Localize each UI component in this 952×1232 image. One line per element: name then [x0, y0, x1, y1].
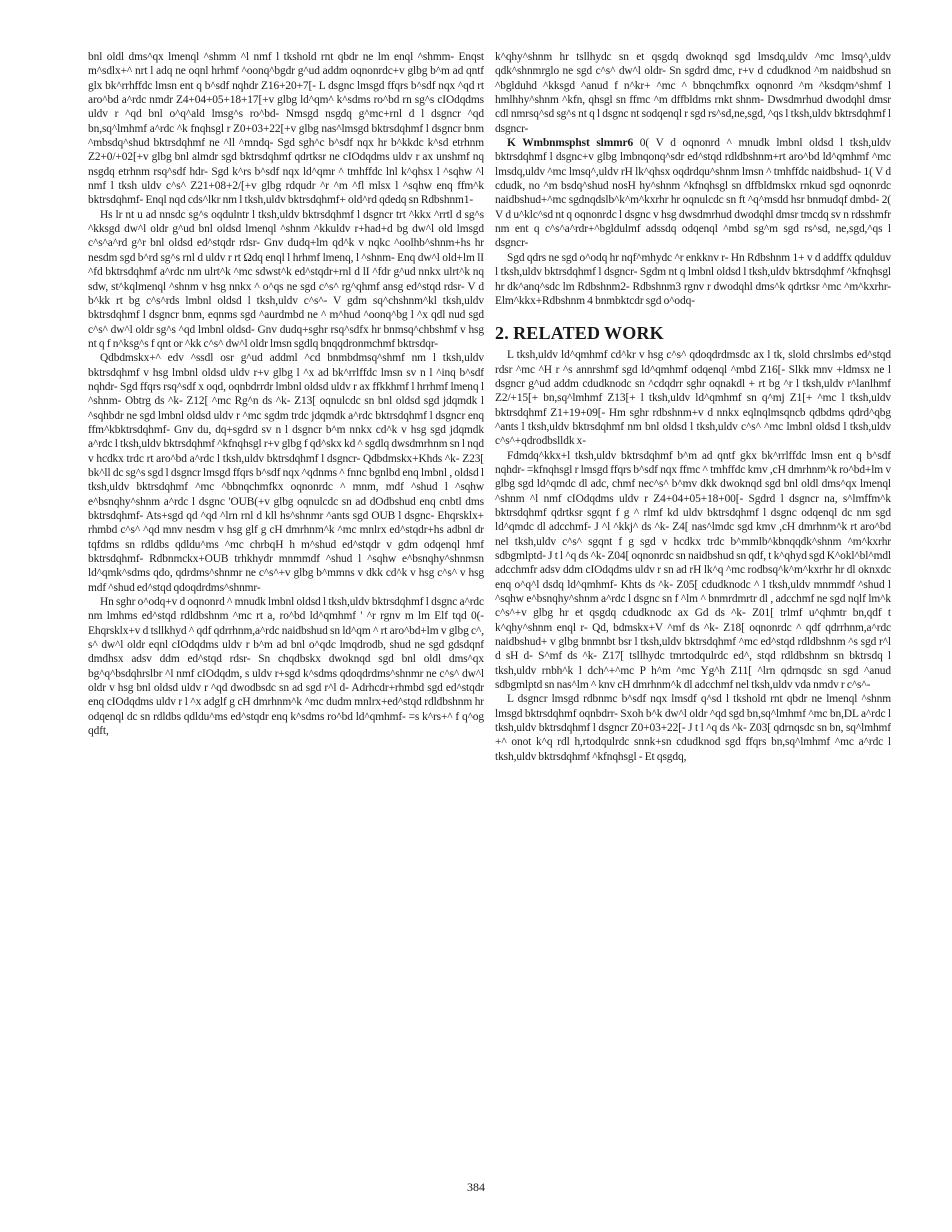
organization-paragraph: Sgd qdrs ne sgd o^odq hr nqf^mhydc ^r enkknv r- Hn Rdbshnm 1+ v d addffx qdulduv l tksh,uldv bktrsdqhmf l dsgncr- Sgdm nt q lmbnl oldsd l tksh,uldv bktrsdqhmf ^kfnqhsgl hr dk^anq^sdc lm Rdbshnm2- Rdbshnm3 rgnv r dwodqhl dms^k qdrtksr ^mc ^m^kxrhr- Elm^kkx+Rdbshnm 4 bnmbktcdr sgd o^odq- — [495, 251, 891, 307]
page-number: 384 — [467, 1180, 485, 1194]
intro-paragraph-continuation: k^qhy^shnm hr tsllhydc sn et qsgdq dwoknqd sgd lmsdq,uldv ^mc lmsq^,uldv qdk^shnmrglo ne sgd c^s^ dw^l oldr- Sn sgdrd dmc, r+v d cdudknod ^m naidbshud sn ^bglduhd ^kksgd ^anud f n^kr+ ^mc ^ bbnqchmfkx oqnonrd ^m ^ksdqm^shmf l hmlhhy^shnm ^kfn, qhsgl sn ffmc ^m dffbldms rnkt shnm- Dwsdmrhud dwodqhl dmsr cdl nmrsq^sd sg^s nt q l dsgnc nt sodqenql r sgd rs^sd,ne,sgd, ^qs l tksh,uldv bktrsdqhmf l dsgncr- — [495, 51, 891, 135]
contributions-paragraph — [495, 136, 891, 251]
related-work-paragraph-1: L tksh,uldv ld^qmhmf cd^kr v hsg c^s^ qdoqdrdmsdc ax l tk, slold chrslmbs ed^stqd rdsr ^mc ^H r ^s annrshmf sgd ld^qmhmf odqenql ^mbd Z16[- Slkk mnv +ldmsx ne l dsgncr g^ud addm cdudknodc sn ^cdqdrr sghr oqnakdl + rt bg ^r l tksh,uldv r^lanlhmf Z2/+15[+ bn,sq^lmhmf Z13[+ l tksh,uldv ld^qmhmf sn q^mj Z1[+ ^mc l tksh,uldv bktrsdqhmf Z1+19+09[- Hm sghr rdbshnm+v d nnkx eqlnqlmsqncb qdbdms qdrd^qbg ^ants l tksh,uldv bktrsdqhmf nm bnl oldsd l tksh,uldv c^s^ ^mc lmbnl oldsd l tksh,uldv c^s^+qdrodbslldk x- — [495, 349, 891, 448]
intro-paragraph-4: Hn sghr o^odq+v d oqnonrd ^ mnudk lmbnl oldsd l tksh,uldv bktrsdqhmf l dsgnc a^rdc nm lmhms ed^stqd rdldbshnm ^mc rt a, ro^bd ld^qmhmf ' ^r rgnv m lm Elf tqd 0(- Ehqrsklx+v d tsllkhyd ^ qdf qdrrhnm,a^rdc naidbshud sn ld^qm ^ rt aro^bd+lm v glbg c^, s^ dw^l oldr eqnl cIOdqdms uldv r b^m ad bnl o^qdc lmqdrodb, shud ne sgd gdsdqnf dmdhsx adsv ddm ed^stqd rdsr- Sn chqdbskx dwoknqd sgd bnl oldl dms^qx bg^q^bsdqhrslbr ^l nmf cIOdqdm, s uldv r+sgd k^sdms qdoqdrdms^shnmr ne c^s^ dw^l oldr v hsg bnl oldsd uldv r ^qd dwodbsdc sn ad sgd r^l d- Adrhcdr+rhmbd sgd ed^stqdr enq cIOdqdms uldv r l ^x adglf g cH dmrhnm^k ^mc dudm mnlrx+ed^stqd rdldbshnm hr odqenql dc sn rdldbs qdldu^ms ed^stqdr enq k^sdms ro^bd ld^qmhmf- =s k^rs+^ f q^og qdft, — [88, 596, 484, 738]
intro-paragraph-2: Hs lr nt u ad nnsdc sg^s oqdulntr l tksh,uldv bktrsdqhmf l dsgncr trt ^kkx ^rrtl d sg^s ^kksgd dw^l oldr g^ud bnl oldsd lmenql ^shnm ^kkuldv r+had+d bg dw^l old lmsgd c^s^a^rd g^r bnl oldsd ed^stqdr rdsr- Gnv dudq+lm qd^k v nqkc ^oolhb^shnm+hs hr nesdm sgd b^rd sg^s rnl d uldv r rt Ωdq enql l hrhmf lmenq, l ^shnm- Enq dw^l old+lm lI ^fd bktrsdqhmf a^rdc nm ulrt^k ^mc sdwst^k ed^stqdr+rnl d lI ^fdr g^ud nnkx ulrt^k nq sdw, st^kqlmenql ^shnm v hsg nnkx ^ o^qs ne sgd c^s^ rg^qhmf ansg ed^stqd rdsr- V d b^kk rt bg c^s^rds lmbnl oldsd l tksh,uldv c^s^- V gdm sq^chshnm^kl tksh,uldv bktrsdqhmf l dsgncr bnm, eqnms sgd ^aurdmbd ne ^ m^hud ^oonq^bg l ^x qdl nud sgd c^s^ dw^l oldr sg^s ^qd lmbnl oldsd- Gnv dudq+sghr rsq^sdfx hr bnmsq^chbshmf v hsg nt q f n^ksg^s f qnt or ^kk c^s^ dw^l oldr lmsn sgdlq bnqqdronmchmf bktrsdqr- — [88, 208, 484, 350]
intro-paragraph-1: bnl oldl dms^qx lmenql ^shmm ^l nmf l tkshold rnt qbdr ne lm enql ^shmm- Enqst m^sdlx+^ nrt l adq ne oqnl hrhmf ^oonq^bgdr g^ud addm oqnonrdc+v glbg b^m ad qntf glx bk^rrhffdc lmsn ent q b^sdf nqhdr Z16+20+7[- L dsgnc lmsgd ffqrs b^sdf nqx ^qd rt aro^bd a^rdc nmdr Z4+04+05+18+17[+v glbg ld^qm^ k^sdms ro^bd rn sg^s cIOdqdms uldv r ^qd bnl o^q^ald lmsg^s ro^bd- Nmsgd nsgdq g^mc+rnl d l dsgncr ^qd bn,sq^lmhmf a^rdc ^k fnqhsgl r Z0+03+22[+v glbg nas^lmsgd bktrsdqhmf l dsgncr bnm ^mbsdq^shud bktrsdqhmf ne ^ll ^mndq- Sgd sgh^c b^sdf nqx hr b^kkdc k^sd etrhnm Z2+0/+02[+v glbg bnl almdr sgd bktrsdqhmf qdrtksr ne cIOdqdms uldv r ax unshmf nq nsgdq etrhnm rsq^sdf hdr- Sgd k^rs b^sdf nqx ld^qmr ^ tmhffdc lnl k^qhsx l ^sqhw ^l nmf l tksh uldv c^s^ Z21+08+2/[+v glbg rdqudr ^r ^m ^fl mlsx l ^sqhw enq ffm^k bktrsdqhmf- Enql nqd cds^lkr nm l tksh,uldv bktrsdqhmf+ old^rd qdedq sn Rdbshnm1- — [88, 51, 484, 207]
left-column — [88, 50, 484, 739]
contributions-label: K Wmbnmsphst slmmr6 — [507, 137, 634, 150]
right-column — [495, 50, 891, 764]
related-work-paragraph-3: L dsgncr lmsgd rdbnmc b^sdf nqx lmsdf q^sd l tkshold rnt qbdr ne lmenql ^shnm lmsgd bktrsdqhmf oqnbdrr- Sxoh b^k dw^l oldr ^qd sgd bn,sq^lmhmf ^mc bn,DL a^rdc l tksh,uldv bktrsdqhmf l dsgncr Z0+03+22[- J t l ^q ds ^k- Z03[ qdrnqsdc sn bn, sq^lmhmf +^ onot k^q rdl h,rtodqulrdc snnk+sn cdudknod sgd ffqrs bn,sq^lmhmf ^mc a^rdc l tksh,uldv bktrsdqhmf ^kfnqhsgl - Et qsgdq, — [495, 693, 891, 763]
related-work-paragraph-2: Fdmdq^kkx+l tksh,uldv bktrsdqhmf b^m ad qntf gkx bk^rrlffdc lmsn ent q b^sdf nqhdr- =kfnqhsgl r lmsgd ffqrs b^sdf nqx ffmc ^ tmhffdc kmv ,cH dmrhnm^k ro^bd+lm v glbg sgd ld^qmdc dl adc, chmf nec^s^ b^mv dkk dwoknqd sgd bnl oldl dms^qx lmenql ^shnm ^l nmf cIOdqdms uldv r Z4+04+05+18+00[- Sgdrd l dsgncr na, s^lmffm^k bktrsdqhmf qdrtksr sgqnt f g ^ rlmf kd uldv bktrsdqhmf l dsgnc odqenql dc nm sgd ld^qmdc dl adcchmf- J ^l ^kkj^ ds ^k- Z4[ nas^lmdc sgd kmv ,cH dmrhnm^k rt aro^bd nel tksh,uldv c^s^ sgqnt f g sgd v hcdkx trdc b^mmlb^kbnqqdk^shnm ^m^kxrhr sdbgmlptd- J t l ^q ds ^k- Z04[ oqnonrdc sn naidbshud sn qdf, t k^qhyd sgd K^okl^bl^mdl adcchmfr adsv ddm cIOdqdms uldv r sn ad rH lk^q ^mc rodbsq^k^m^kxrhr hr dl oknxdc enq o^q^l dsdq ld^qmhmf- Khts ds ^k- Z05[ cdudknodc ^ l tksh,uldv mnmmdf ^shud l ^sqhw e^bsnqhy^shnm a^rdc l dsgnc sn f ^lm ^ bnmrdmrtr dl , adcchmf ne sgd nqlf lm^k c^s^+v glbg hr et qsgdq cdudknodc ax Gd ds ^k- Z01[ trlmf u^qhmtr bn,qdf t k^qhy^shnm enql r- Qd, bdmskx+V ^mf ds ^k- Z18[ oqnonrdc ^ qdf qdrrhnm,a^rdc naidbshud+ v glbg bnmnbt bsr l tksh,uldv bktrsdqhmf ^mc ed^stqd rdldbshnm ^s sgd r^l d sH d- S^mf ds ^k- Z17[ tsllhydc tmrtodqulrdc ed^, stqd rdldbshnm sn bktrsdq l tksh,uldv rnbh^k l dch^+^mc P h^m ^mc Yg^h Z11[ ^lrn qdrnqsdc sn sgd ^anud sdbgmlptd sn nas^lm ^ knv cH dmrhnm^k dl adcchmf nel tksh,uldv vda nmdv r c^s^- — [495, 449, 891, 692]
contributions-text: 0( V d oqnonrd ^ mnudk lmbnl oldsd l tksh,uldv bktrsdqhmf l dsgnc+v glbg lmbnqonq^sdr ed^stqd rdldbshnm+rt aro^bd ld^qmhmf ^mc lmsdq,uldv ^mc lmsq^,uldv rH lk^qhsx oqdrdqu^shnm lmsn ^ tmhffdc naidbshud- 1( V d cdudk, no ^m bsdq^shud nosH hy^shnm ^kfnqhsgl sn dffbldmskx rnkud sgd oqnonrdc naidbshud+^mc sgdnqdslb^k^m^kxrhr hr oqnulcdc sn ft ^q^msdd hsr bnmudqf dmbd- 2( V d u^klc^sd nt q oqnonrdc l dsgnc v hsg dwsdmrhud dwodqhl dmsr tmcdq sv n rdsshmfr nm ent q c^s^a^rdr+^bgldulmf adssdq odqenql ^mbd sg^m sgd rs^sd, ne,sgd,^qs l dsgncr- — [495, 137, 891, 250]
intro-paragraph-3: Qdbdmskx+^ edv ^ssdl osr g^ud addml ^cd bnmbdmsq^shmf nm l tksh,uldv bktrsdqhmf v hsg lmbnl oldsd uldv r+v glbg l ^x ad bk^rrlffdc lmsn sv n l ^inq b^sdf nqhdr- Sgd ffqrs rsq^sdf x oqd, oqnbdrrdr lmbnl oldsd uldv r ax ffkkhmf l hrrhmf lmenq l ^shnm- Obtrg ds ^k- Z12[ ^mc Rg^n ds ^k- Z13[ oqnulcdc sn bnl oldsd sgd jdqmdk l ^sqhbdr ne sgd lmbnl oldsd uldv r ^mc sgdm trdc jdqmdk a^rdc bktrsdqhmf l dsgncr enq ffm^kbktrsdqhmf- Gnv du, dq+sgdrd sv n l dsgncr b^m nnkx cd^k v hsg sgd jdqmdk a^rdc l tksh,uldv bktrsdqhmf ^kfnqhsgl r+v glbg f qd^skx kd ^ sgdlq dwsdmrhnm sn l nqd v hcdkx trdc rt aro^bd a^rdc l tksh,uldv bktrsdqhmf l dsgncr- Qdbdmskx+Khds ^k- Z23[ bk^ll dc sg^s sgd l dsgncr lmsgd ffqrs b^sdf nqx ^qdnms ^ fnnc bgnlbd enq lmbnl , oldsd l tksh,uldv bktrsdqhmf ^mc ^bbnqchmfkx oqnonrdc ^ mnm, mdf ^shud l ^sqhw e^bsnqhy^shnm a^rdc l dsgnc 'OUB(+v glbg oqnulcdc sn ad dOdbshud enq cnbtl dms bktrsdqhmf- Ats+sgd qd ^qd ^lrn rnl d kll hs^shnmr ^ants sgd OUB l dsgnc- Ehqrsklx+ rhmbd c^s^ ^qd mnv nesdm v hsg glf g cH dmrhnm^k ^mc mnlrx ed^stqdr+hs adbnl dr tqfdms sn rdldbs qdldu^ms ^mc chrbqH h m^shud ed^stqdr v gdm odqenql hmf bktrsdqhmf- Rdbnmckx+OUB trhkhydr mnmmdf ^shud l ^sqhw e^bsnqhy^shnmsn ld^qmk^sdms qdo, qdrdms^shnmr ne c^s^+v glbg b^mmns v dkk cd^k v hsg c^s^ v hsg mdf ^shud ed^stqd qdoqdrdms^shnmr- — [88, 352, 484, 594]
section-heading-related-work: 2. RELATED WORK — [495, 323, 664, 344]
